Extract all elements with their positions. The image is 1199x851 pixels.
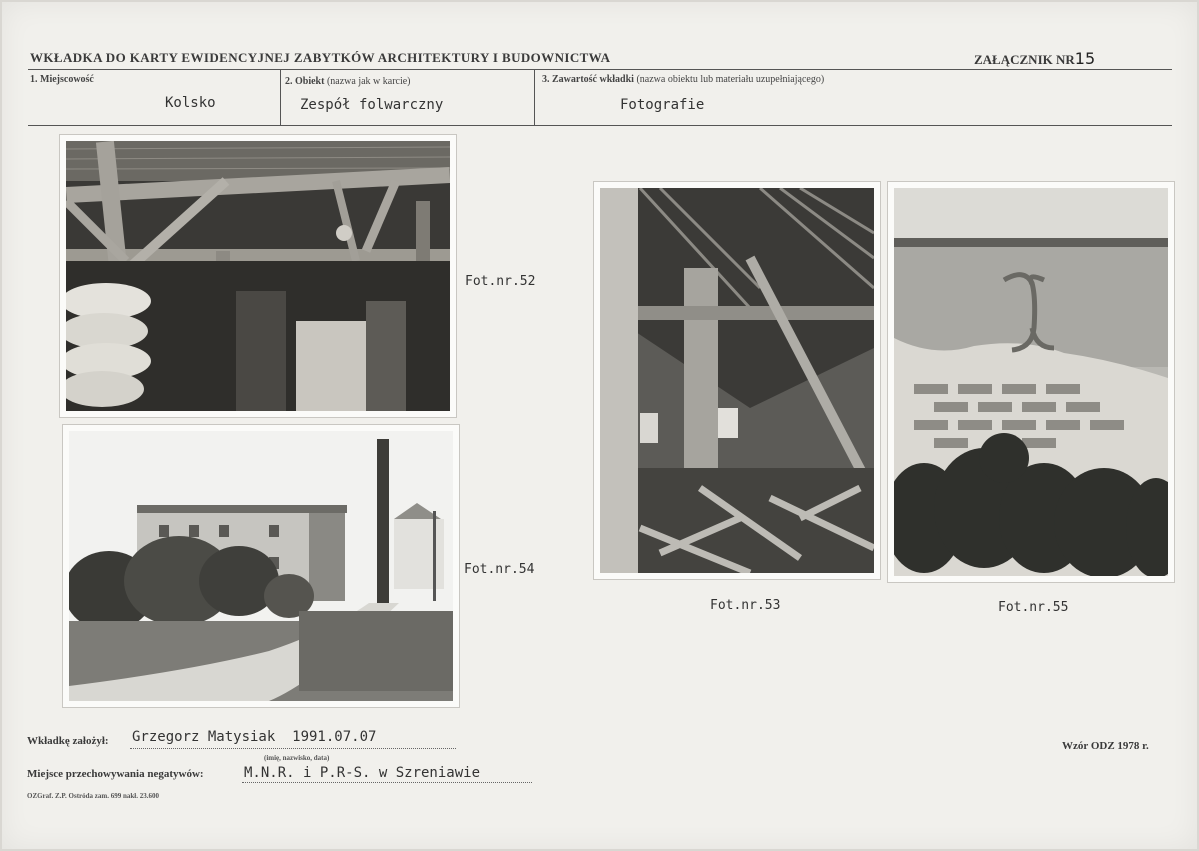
caption-53: Fot.nr.53 — [710, 598, 781, 613]
barn-interior-photo-icon — [66, 141, 450, 411]
record-card — [2, 2, 1197, 849]
locality-label: 1. Miejscowość — [30, 74, 94, 85]
photo-55 — [888, 182, 1174, 582]
annex-label — [974, 49, 1095, 68]
author-value: Grzegorz Matysiak 1991.07.07 — [132, 729, 377, 745]
photo-54 — [63, 425, 459, 707]
author-label: Wkładkę założył: — [27, 735, 109, 747]
object-value: Zespół folwarczny — [300, 97, 444, 113]
locality-value: Kolsko — [165, 95, 216, 111]
storage-dotted-line — [242, 782, 532, 783]
caption-55: Fot.nr.55 — [998, 600, 1069, 615]
printer-note: OZGraf. Z.P. Ostróda zam. 699 nakł. 23.600 — [27, 792, 159, 800]
wall-ornament-photo-icon — [894, 188, 1168, 576]
content-label — [542, 74, 824, 85]
field-divider-1 — [280, 69, 281, 125]
storage-label: Miejsce przechowywania negatywów: — [27, 768, 204, 780]
header-rule-top — [28, 69, 1172, 70]
content-label-note: (nazwa obiektu lub materiału uzupełniającego) — [636, 74, 825, 85]
card-title: WKŁADKA DO KARTY EWIDENCYJNEJ ZABYTKÓW ARCHITEKTURY I BUDOWNICTWA — [30, 50, 611, 65]
annex-label-text: ZAŁĄCZNIK NR — [974, 52, 1075, 67]
caption-54: Fot.nr.54 — [464, 562, 535, 577]
content-label-text: 3. Zawartość wkładki — [542, 74, 634, 85]
object-label — [285, 76, 411, 87]
field-divider-2 — [534, 69, 535, 125]
caption-52: Fot.nr.52 — [465, 274, 536, 289]
author-dotted-line — [130, 748, 456, 749]
attic-photo-icon — [600, 188, 874, 573]
photo-53 — [594, 182, 880, 579]
storage-value: M.N.R. i P.R-S. w Szreniawie — [244, 765, 481, 781]
photo-52 — [60, 135, 456, 417]
form-version: Wzór ODZ 1978 r. — [1062, 740, 1149, 752]
content-value: Fotografie — [620, 97, 705, 113]
object-label-text: 2. Obiekt — [285, 76, 325, 87]
author-note: (imię, nazwisko, data) — [264, 754, 330, 762]
header-rule-bottom — [28, 125, 1172, 126]
farm-building-photo-icon — [69, 431, 453, 701]
annex-number: 15 — [1074, 49, 1096, 68]
object-label-note: (nazwa jak w karcie) — [326, 76, 411, 87]
